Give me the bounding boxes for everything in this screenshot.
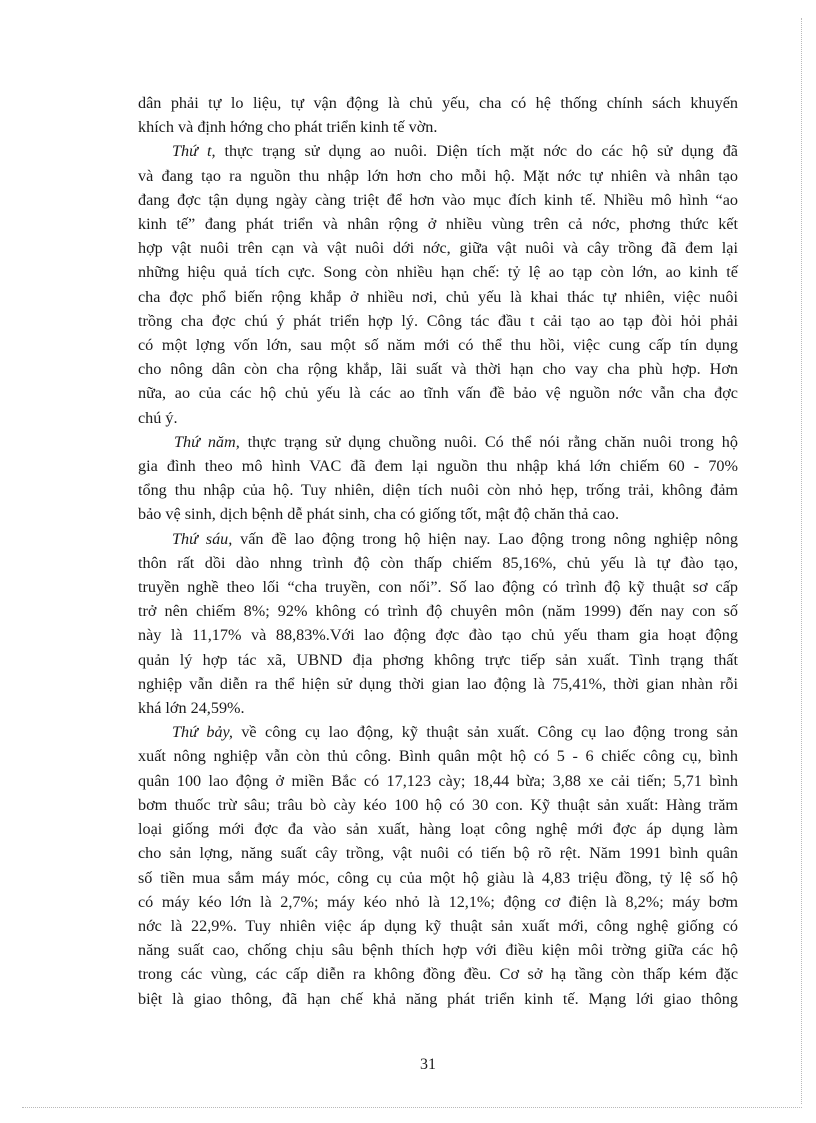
text-line: loại giống mới đợc đa vào sản xuất, hàng loạt công nghệ mới đợc áp dụng làm bbox=[138, 820, 738, 839]
text-line: dân phải tự lo liệu, tự vận động là chủ yếu, cha có hệ thống chính sách khuyến bbox=[138, 94, 738, 112]
text-line: kinh tế” đang phát triển và nhân rộng ở nhiều vùng trên cả nớc, phơng thức kết bbox=[138, 215, 738, 234]
text-line: khá lớn 24,59%. bbox=[138, 699, 245, 718]
text-line: số tiền mua sắm máy móc, công cụ của một hộ giàu là 4,83 triệu đồng, tỷ lệ số hộ bbox=[138, 868, 738, 887]
page-number: 31 bbox=[420, 1056, 436, 1073]
text-run: thực trạng sử dụng chuồng nuôi. Có thể nói rằng chăn nuôi trong hộ bbox=[239, 432, 738, 451]
paragraph-thu-sau bbox=[138, 527, 738, 721]
text-line: quản lý hợp tác xã, UBND địa phơng không trực tiếp sản xuất. Tình trạng thất bbox=[138, 650, 738, 669]
text-line: hợp vật nuôi trên cạn và vật nuôi dới nớc, giữa vật nuôi và cây trồng đã đem lại bbox=[138, 239, 738, 258]
text-line bbox=[138, 430, 738, 454]
paragraph-thu-tu bbox=[138, 139, 738, 429]
text-line: trồng cha đợc chú ý phát triển hợp lý. Công tác đầu t cải tạo ao tạp đòi hỏi phải bbox=[138, 311, 738, 330]
text-line: biệt là giao thông, đã hạn chế khả năng phát triển kinh tế. Mạng lới giao thông bbox=[138, 989, 738, 1008]
page-border-bottom bbox=[22, 1107, 802, 1108]
text-line: và đang tạo ra nguồn thu nhập lớn hơn cho mỗi hộ. Mặt nớc tự nhiên và nhân tạo bbox=[138, 166, 738, 185]
page-body bbox=[138, 91, 738, 1011]
text-line: quân 100 lao động ở miền Bắc có 17,123 cày; 18,44 bừa; 3,88 xe cải tiến; 5,71 bình bbox=[138, 771, 738, 790]
text-line: năng suất cao, chống chịu sâu bệnh thích hợp với điều kiện môi trờng giữa các hộ bbox=[138, 941, 738, 960]
text-line: có một lợng vốn lớn, sau một số năm mới có thể thu hồi, việc cung cấp tín dụng bbox=[138, 336, 738, 355]
text-line: cho nông dân còn cha rộng khắp, lãi suất và thời hạn cho vay cha phù hợp. Hơn bbox=[138, 360, 738, 379]
text-line: bơm thuốc trừ sâu; trâu bò cày kéo 100 hộ có 30 con. Kỹ thuật sản xuất: Hàng trăm bbox=[138, 795, 738, 814]
text-line: cho sản lợng, năng suất cây trồng, vật nuôi có tiến bộ rõ rệt. Năm 1991 bình quân bbox=[138, 844, 738, 863]
text-line: truyền nghề theo lối “cha truyền, con nối”. Số lao động có trình độ kỹ thuật sơ cấp bbox=[138, 578, 738, 597]
text-line bbox=[138, 720, 738, 744]
text-run: thực trạng sử dụng ao nuôi. Diện tích mặt nớc do các hộ sử dụng đã bbox=[215, 142, 738, 161]
text-run: về công cụ lao động, kỹ thuật sản xuất. Công cụ lao động trong sản bbox=[232, 723, 738, 742]
paragraph-thu-nam bbox=[138, 430, 738, 527]
text-line bbox=[138, 139, 738, 163]
text-line: cha đợc phổ biến rộng khắp ở nhiều nơi, chủ yếu là khai thác tự nhiên, việc nuôi bbox=[138, 287, 738, 306]
text-line: tổng thu nhập của hộ. Tuy nhiên, diện tích nuôi còn nhỏ hẹp, trống trải, không đảm bbox=[138, 481, 738, 500]
paragraph-lead: Thứ t, bbox=[172, 142, 216, 161]
text-line: gia đình theo mô hình VAC đã đem lại nguồn thu nhập khá lớn chiếm 60 - 70% bbox=[138, 457, 738, 476]
text-line bbox=[138, 527, 738, 551]
text-line: chú ý. bbox=[138, 408, 178, 427]
text-run: vấn đề lao động trong hộ hiện nay. Lao động trong nông nghiệp nông bbox=[232, 529, 738, 548]
text-line: bảo vệ sinh, dịch bệnh dễ phát sinh, cha có giống tốt, mật độ chăn thả cao. bbox=[138, 505, 620, 524]
text-line: trở nên chiếm 8%; 92% không có trình độ chuyên môn (năm 1999) đến nay con số bbox=[138, 602, 738, 621]
paragraph-lead: Thứ bảy, bbox=[172, 723, 233, 742]
paragraph-thu-bay bbox=[138, 720, 738, 1010]
paragraph-lead: Thứ sáu, bbox=[172, 529, 233, 548]
text-line: nghiệp vẫn diễn ra thể hiện sử dụng thời gian lao động là 75,41%, thời gian nhàn rỗi bbox=[138, 674, 738, 693]
page-border-right bbox=[801, 18, 802, 1104]
text-line: này là 11,17% và 88,83%.Với lao động đợc đào tạo chủ yếu tham gia hoạt động bbox=[138, 626, 738, 645]
text-line: khích và định hớng cho phát triển kinh tế vờn. bbox=[138, 118, 438, 137]
text-line: thôn rất dồi dào nhng trình độ còn thấp chiếm 85,16%, chủ yếu là tự đào tạo, bbox=[138, 553, 738, 572]
paragraph-lead: Thứ năm, bbox=[174, 432, 240, 451]
text-line: có máy kéo lớn là 2,7%; máy kéo nhỏ là 12,1%; động cơ điện là 8,2%; máy bơm bbox=[138, 892, 738, 911]
text-line: những hiệu quả tích cực. Song còn nhiều hạn chế: tỷ lệ ao tạp còn lớn, ao kinh tế bbox=[138, 263, 738, 282]
text-line: xuất nông nghiệp vẫn còn thủ công. Bình quân một hộ có 5 - 6 chiếc công cụ, bình bbox=[138, 747, 738, 766]
text-line: nớc là 22,9%. Tuy nhiên việc áp dụng kỹ thuật sản xuất mới, công nghệ giống có bbox=[138, 916, 738, 935]
text-line: trong các vùng, các cấp diễn ra không đồng đều. Cơ sở hạ tầng còn thấp kém đặc bbox=[138, 965, 738, 984]
text-line: đang đợc tận dụng ngày càng triệt để hơn vào mục đích kinh tế. Nhiều mô hình “ao bbox=[138, 190, 738, 209]
text-line: nữa, ao của các hộ chủ yếu là các ao tĩnh vấn đề bảo vệ nguồn nớc vẫn cha đợc bbox=[138, 384, 738, 403]
paragraph-1 bbox=[138, 91, 738, 139]
